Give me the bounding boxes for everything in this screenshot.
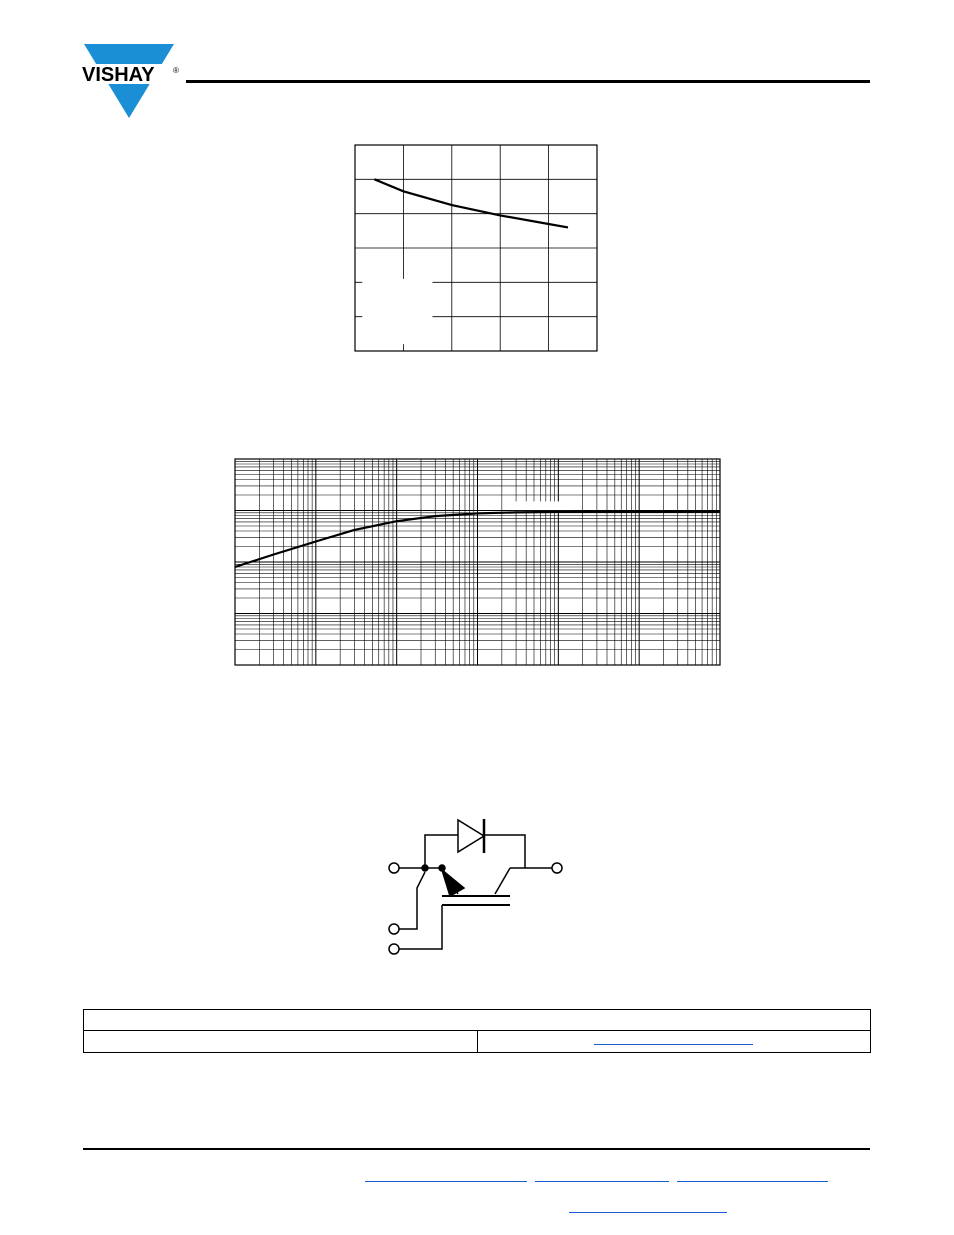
links-table-cell-left (84, 1031, 478, 1052)
footer-link-3[interactable] (677, 1181, 828, 1182)
logo-registered-mark: ® (173, 66, 179, 75)
gate-lead (398, 905, 442, 949)
links-table-header-row (84, 1010, 870, 1031)
footer-rule (83, 1148, 870, 1150)
vishay-logo (80, 42, 180, 122)
bottom-chart-label-box (510, 501, 573, 510)
right-terminal-icon (552, 863, 562, 873)
collector-lead (495, 868, 510, 894)
emitter-arrow-icon (442, 870, 464, 896)
diode-triangle-icon (458, 820, 484, 852)
footer-link-4[interactable] (569, 1212, 727, 1213)
gate-terminal-icon (389, 944, 399, 954)
aux-emitter-lead (398, 872, 425, 929)
chart-bottom (230, 455, 724, 668)
link-underline[interactable] (594, 1044, 753, 1045)
circuit-diagram (380, 810, 580, 960)
chart-top (350, 140, 602, 356)
header-rule (186, 80, 870, 83)
footer-link-1[interactable] (365, 1181, 527, 1182)
links-table (83, 1009, 871, 1053)
aux-terminal-icon (389, 924, 399, 934)
left-terminal-icon (389, 863, 399, 873)
junction-dot-1 (422, 865, 428, 871)
footer-link-2[interactable] (535, 1181, 669, 1182)
top-chart-label-box (362, 279, 432, 344)
links-table-cell-right[interactable] (478, 1031, 870, 1052)
logo-wordmark: VISHAY (82, 64, 155, 86)
